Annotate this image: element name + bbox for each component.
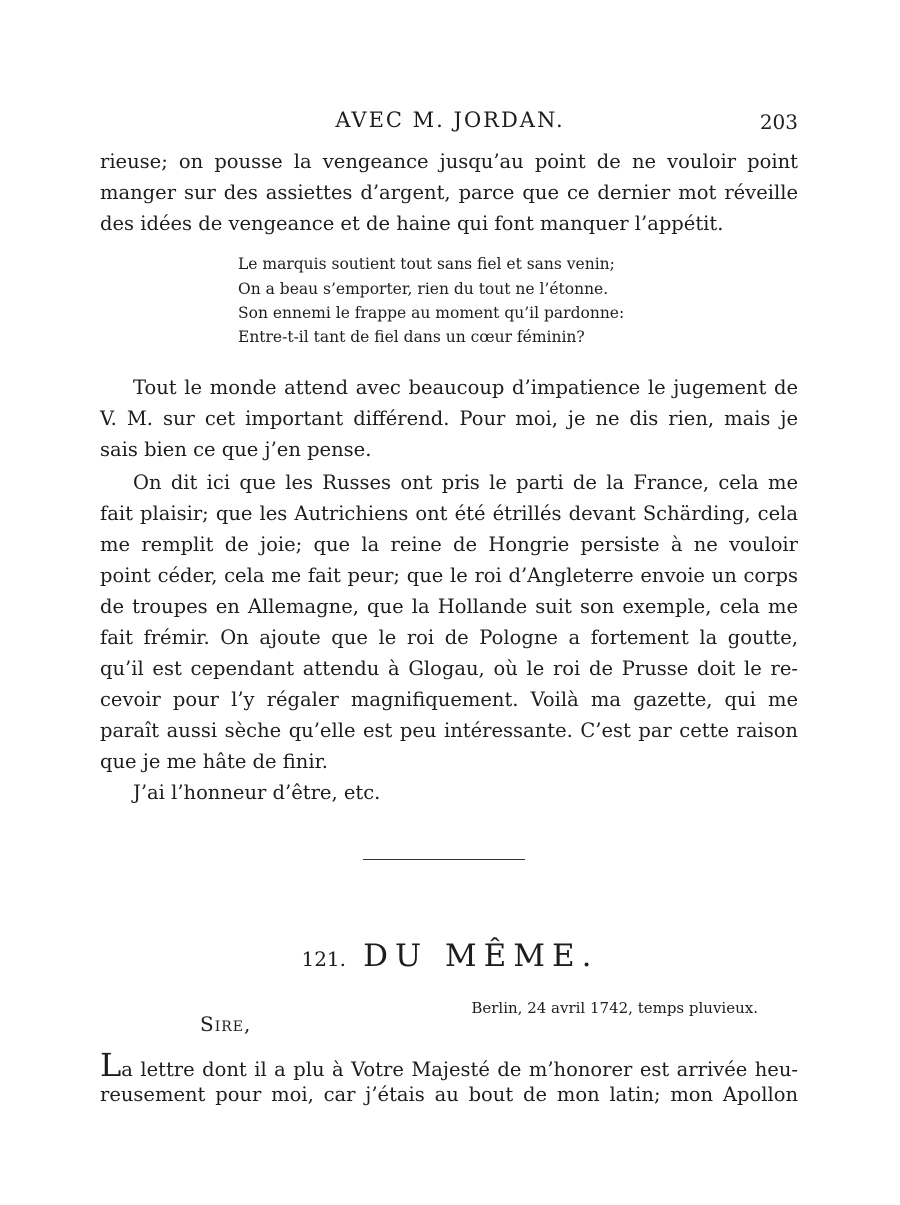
verse-line: On a beau s’emporter, rien du tout ne l’étonne. — [238, 280, 609, 298]
dateline: Berlin, 24 avril 1742, temps pluvieux. — [471, 999, 758, 1017]
text-line: point céder, cela me fait peur; que le roi d’Angleterre envoie un corps — [100, 564, 798, 587]
running-head — [100, 108, 800, 138]
text-line: fait frémir. On ajoute que le roi de Pologne a fortement la goutte, — [100, 626, 798, 649]
text-line: que je me hâte de finir. — [100, 750, 328, 773]
text-line: fait plaisir; que les Autrichiens ont été étrillés devant Schärding, cela — [100, 502, 798, 525]
text-line: paraît aussi sèche qu’elle est peu intéressante. C’est par cette raison — [100, 719, 798, 742]
text-line: On dit ici que les Russes ont pris le parti de la France, cela me — [133, 471, 798, 494]
text-line: manger sur des assiettes d’argent, parce que ce dernier mot réveille — [100, 181, 798, 204]
letter-first-line — [100, 1046, 798, 1084]
text-line: qu’il est cependant attendu à Glogau, où le roi de Prusse doit le re- — [100, 657, 798, 680]
text-line: V. M. sur cet important différend. Pour moi, je ne dis rien, mais je — [100, 407, 798, 430]
letter-first-line-text: a lettre dont il a plu à Votre Majesté de m’honorer est arrivée heu- — [121, 1058, 798, 1081]
page-number: 203 — [759, 110, 798, 134]
text-line: sais bien ce que j’en pense. — [100, 438, 372, 461]
running-title: AVEC M. JORDAN. — [335, 108, 565, 132]
text-line: cevoir pour l’y régaler magnifiquement. Voilà ma gazette, qui me — [100, 688, 798, 711]
letter-title — [0, 938, 900, 974]
text-line: rieuse; on pousse la vengeance jusqu’au point de ne vouloir point — [100, 150, 798, 173]
verse-line: Son ennemi le frappe au moment qu’il pardonne: — [238, 304, 625, 322]
text-line: reusement pour moi, car j’étais au bout de mon latin; mon Apollon — [100, 1083, 798, 1106]
salutation: Sire, — [200, 1012, 252, 1036]
text-line: de troupes en Allemagne, que la Hollande suit son exemple, cela me — [100, 595, 798, 618]
verse-line: Le marquis soutient tout sans fiel et sans venin; — [238, 255, 615, 273]
letter-number: 121. — [301, 947, 346, 971]
verse-line: Entre-t-il tant de fiel dans un cœur féminin? — [238, 328, 585, 346]
letter-heading: DU MÊME. — [363, 938, 599, 974]
text-line: Tout le monde attend avec beaucoup d’impatience le jugement de — [133, 376, 798, 399]
closing-line: J’ai l’honneur d’être, etc. — [133, 781, 381, 804]
drop-cap: L — [100, 1046, 122, 1084]
section-divider — [363, 859, 525, 860]
text-line: des idées de vengeance et de haine qui font manquer l’appétit. — [100, 212, 724, 235]
text-line: me remplit de joie; que la reine de Hongrie persiste à ne vouloir — [100, 533, 798, 556]
